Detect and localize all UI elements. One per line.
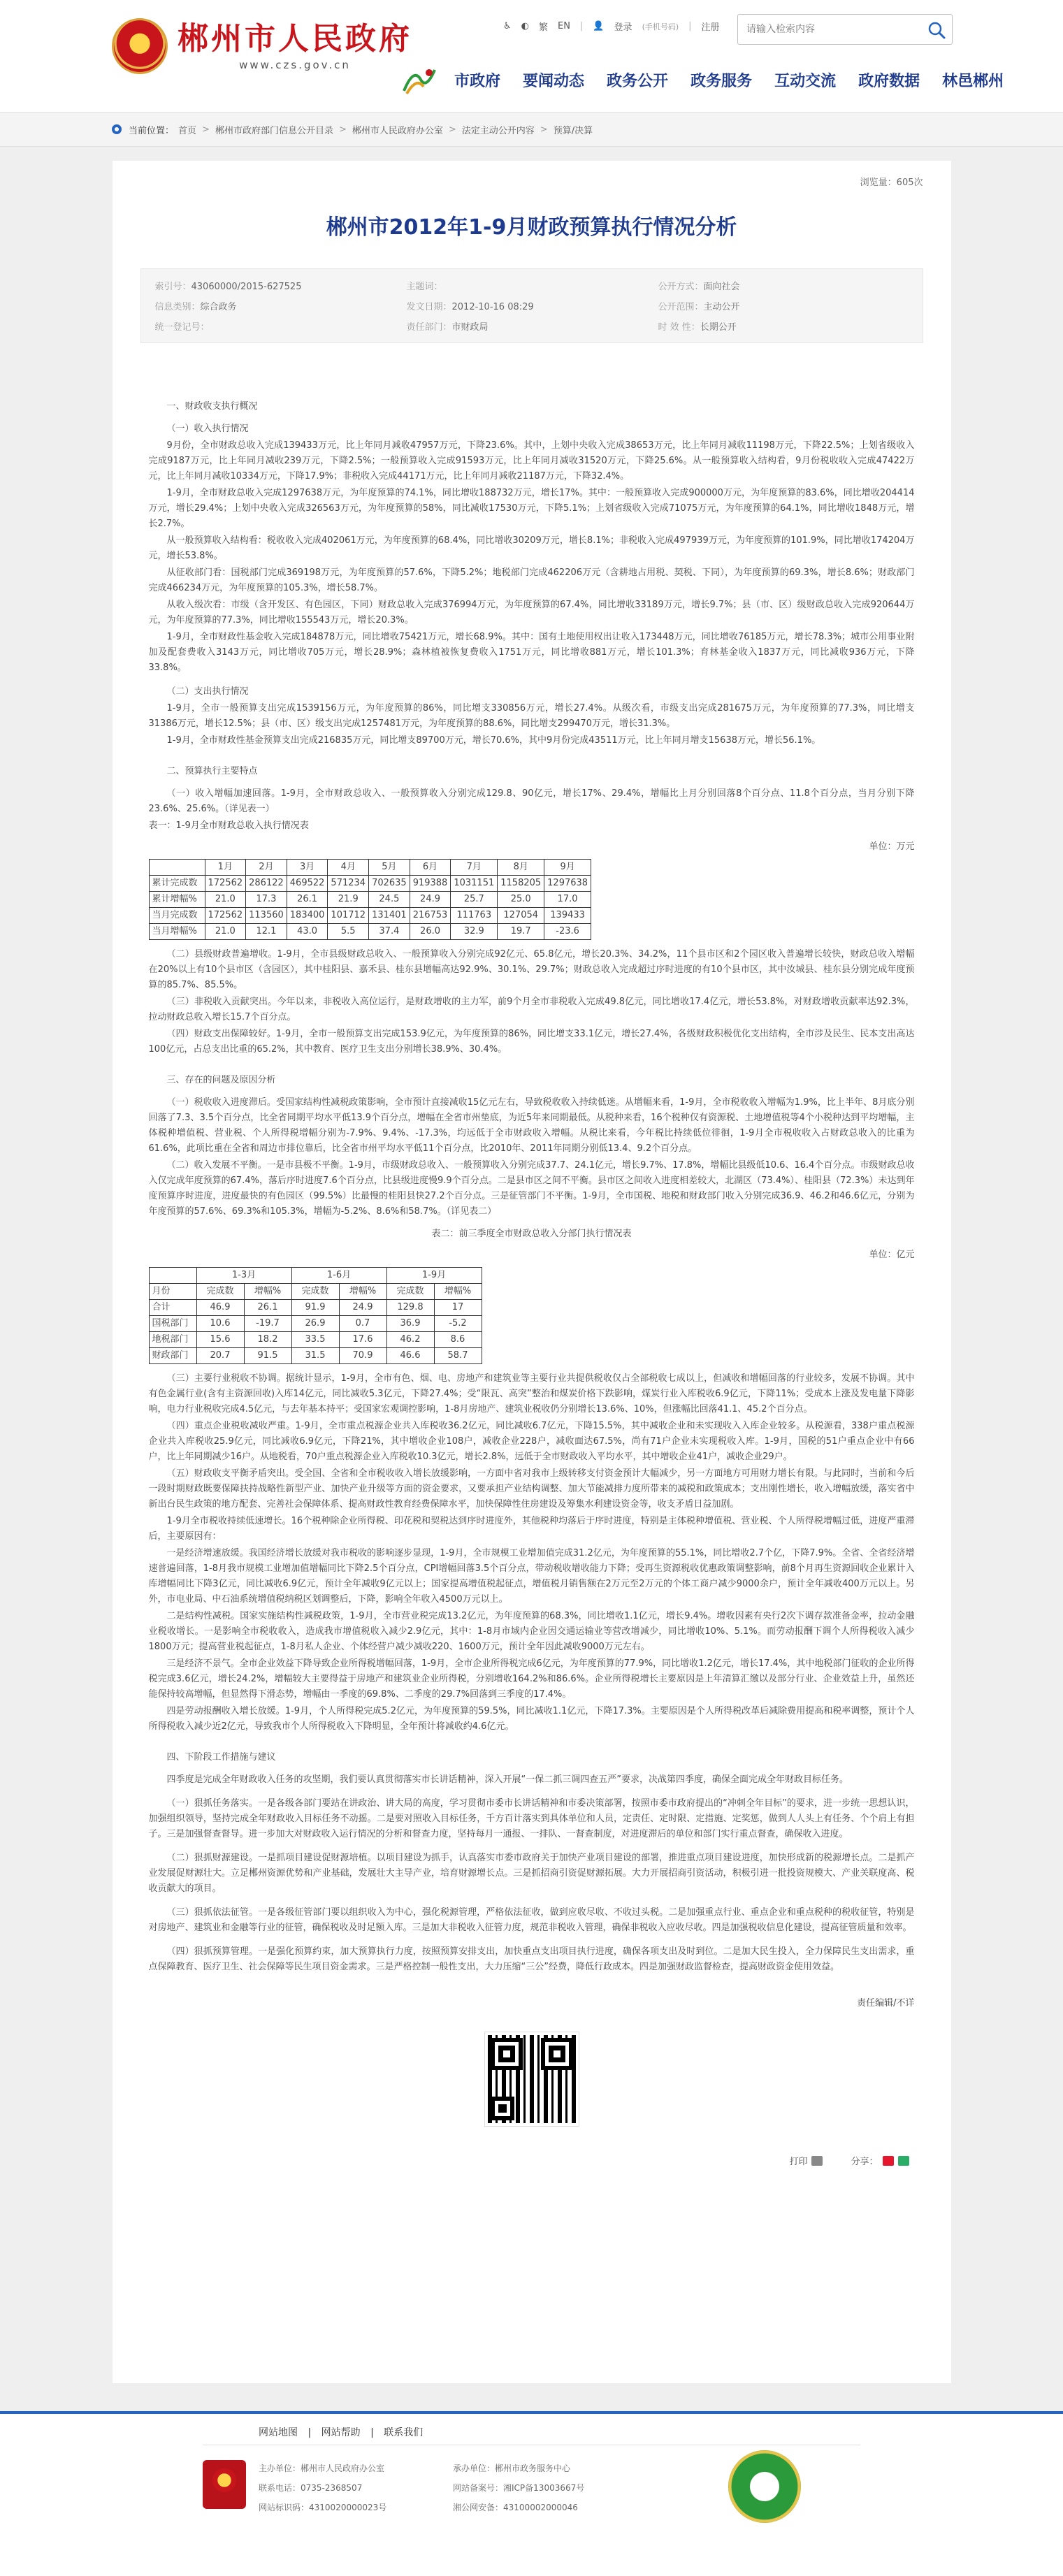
paragraph: （三）非税收入贡献突出。今年以来，非税收入高位运行，是财政增收的主力军，前9个月全市非税收入完成49.8亿元，同比增收17.4亿元，增长53.8%，对财政增收贡献率达92.3%，拉动财政总收入增长15.7个百分点。 (148, 997, 915, 1022)
sub-heading: （二）支出执行情况 (166, 686, 249, 697)
party-government-badge-icon[interactable] (203, 2460, 246, 2509)
icp-number[interactable]: 湘ICP备13003667号 (503, 2483, 585, 2493)
undertake-unit: 郴州市政务服务中心 (495, 2463, 571, 2473)
nav-item-city-government[interactable]: 市政府 (454, 72, 501, 90)
government-website-seal-icon[interactable] (728, 2450, 801, 2523)
search-box (737, 14, 953, 45)
paragraph: 1-9月，全市财政总收入完成1297638万元，为年度预算的74.1%，同比增收188732万元，增长17%。其中：一般预算收入完成900000万元，为年度预算的83.6%，同比增收204414万元，增长29.4%；上划中央收入完成326563万元，为年度预算的58%，同比减收17530万元，下降5.1%；上划省级收入完成71075万元，为年度预算的64.1%，同比增收1848万元，增长2.7%。 (148, 488, 915, 529)
department-table (149, 1267, 482, 1364)
help-link[interactable]: 网站帮助 (321, 2427, 361, 2438)
table-row: 累计增幅% 21.0 17.3 26.1 21.9 24.5 24.9 25.7 25.0 17.0 (149, 892, 591, 908)
section-heading: 三、存在的问题及原因分析 (166, 1075, 276, 1085)
city-logo-icon (400, 63, 439, 96)
paragraph: （四）财政支出保障较好。1-9月，全市一般预算支出完成153.9亿元，为年度预算的86%，同比增支33.1亿元，增长27.4%，各级财政积极优化支出结构，全市涉及民生、民本支出高达100亿元，占总支出比重的65.2%，其中教育、医疗卫生支出分别增长38.9%、30.4%。 (148, 1029, 915, 1055)
breadcrumb-label: 当前位置： (129, 125, 175, 136)
site-title: 郴州市人民政府 (178, 21, 412, 57)
paragraph: 1-9月，全市一般预算支出完成1539156万元，为年度预算的86%，同比增支330856万元，增长27.4%。从级次看，市级支出完成281675万元，为年度预算的77.3%，同比增支31386万元，增长12.5%；县（市、区）级支出完成1257481万元，为年度预算的88.6%，同比增支299470万元，增长31.3%。 (148, 703, 915, 729)
share-label: 分享： (851, 2157, 878, 2167)
revenue-table (149, 859, 592, 940)
paragraph: （二）收入发展不平衡。一是市县极不平衡。1-9月，市级财政总收入、一般预算收入分别完成37.7、24.1亿元，增长9.7%、17.8%，增幅比县级低10.6、16.4个百分点。市级财政总收入仅完成年度预算的67.4%，落后序时进度7.6个百分点，比县级进度慢9.9个百分点。二是县市区之间不平衡。县市区之间收入进度相差较大，北湖区（73.4%）、桂阳县（72.3%）未达到年度预算序时进度，进度最快的有色园区（99.5%）比最慢的桂阳县快27.2个百分点。三是征管部门不平衡。1-9月，全市国税、地税和财政部门收入分别完成36.9、46.2和46.6亿元，分别为年度预算的57.6%、69.3%和105.3%，增幅为-5.2%、8.6%和58.7%。（详见表二） (148, 1160, 915, 1217)
paragraph: （五）财政收支平衡矛盾突出。受全国、全省和全市税收收入增长放缓影响，一方面中省对我市上级转移支付资金预计大幅减少，另一方面地方可用财力增长有限。与此同时，当前和今后一段时期财政既要保障扶持战略性新型产业、加快产业升级等方面的资金要求，又要承担产业结构调整、加大节能减排力度所带来的减税和政策成本；支出刚性增长，收入增幅放缓，落实省中新出台民生政策的地方配套、完善社会保障体系、提高财政性教育经费保障水平，加快保障性住房建设及筹集水利建设资金等，收支矛盾日益加剧。 (148, 1468, 915, 1510)
weibo-icon[interactable] (883, 2156, 894, 2166)
table-row: 财政部门 20.7 91.5 31.5 70.9 46.6 58.7 (149, 1348, 482, 1364)
paragraph: 从征收部门看：国税部门完成369198万元，为年度预算的57.6%，下降5.2%；地税部门完成462206万元（含耕地占用税、契税、下同），为年度预算的69.3%，增长8.6%；财政部门完成466234万元，为年度预算的105.3%，增长58.7%。 (148, 567, 915, 593)
breadcrumb-budget[interactable]: 预算/决算 (553, 125, 593, 136)
accessibility-icon[interactable]: ♿ (503, 21, 512, 31)
table-header-row: 1月 2月 3月 4月 5月 6月 7月 8月 9月 (149, 860, 591, 876)
print-label: 打印 (789, 2157, 808, 2167)
nav-item-data[interactable]: 政府数据 (858, 72, 920, 90)
nav-item-interaction[interactable]: 互动交流 (774, 72, 837, 90)
search-input[interactable] (738, 15, 913, 44)
table-caption: 表二：前三季度全市财政总收入分部门执行情况表 (431, 1229, 632, 1239)
table-row: 当月完成数 172562 113560 183400 101712 131401 216753 111763 127054 139433 (149, 908, 591, 924)
article-meta: 索引号：43060000/2015-627525 主题词： 公开方式：面向社会 信息类别：综合政务 发文日期：2012-10-16 08:29 公开范围：主动公开 统一登记号： 责任部门：市财政局 时 效 性：长期公开 (140, 268, 923, 343)
section-heading: 二、预算执行主要特点 (166, 766, 258, 776)
table-unit: 单位：亿元 (869, 1250, 915, 1260)
paragraph: 1-9月，全市财政性基金收入完成184878万元，同比增收75421万元，增长68.9%。其中：国有土地使用权出让收入173448万元，同比增收76185万元，增长78.3%；城市公用事业附加及配套费收入3143万元，同比增收705万元，增长28.9%；森林植被恢复费收入1751万元，同比增收881万元，增长101.3%；育林基金收入1837万元，同比减收936万元，下降33.8%。 (148, 632, 915, 673)
footer-info-left: 主办单位：郴州市人民政府办公室 联系电话：0735-2368507 网站标识码：4310020000023号 (259, 2463, 387, 2512)
breadcrumb-home[interactable]: 首页 (178, 125, 197, 136)
location-pin-icon (112, 124, 122, 134)
footer-links: 网站地图 | 网站帮助 | 联系我们 (259, 2427, 424, 2438)
paragraph: 从收入级次看：市级（含开发区、有色园区，下同）财政总收入完成376994万元，为年度预算的67.4%，同比增收33189万元，增长9.7%；县（市、区）级财政总收入完成920644万元，为年度预算的77.3%，同比增收155543万元，增长20.3%。 (148, 600, 915, 625)
publish-date: 2012-10-16 08:29 (451, 302, 534, 312)
print-button[interactable] (789, 2154, 823, 2167)
search-icon[interactable] (927, 20, 946, 40)
table-row: 地税部门 15.6 18.2 33.5 17.6 46.2 8.6 (149, 1332, 482, 1348)
breadcrumb-statutory[interactable]: 法定主动公开内容 (461, 125, 535, 136)
table-unit: 单位：万元 (869, 841, 915, 852)
table-row: 国税部门 10.6 -19.7 26.9 0.7 36.9 -5.2 (149, 1316, 482, 1332)
paragraph: （一）税收收入进度滞后。受国家结构性减税政策影响，全市预计直接减收15亿元左右，导致税收收入持续低迷。从增幅来看，1-9月，全市税收收入增幅为1.9%，比上半年、8月底分别回落了7.3、3.5个百分点，比全省同期平均水平低13.9个百分点，增幅在全省市州垫底，为近5年来同期最低。从税种来看，16个税种仅有资源税、土地增值税等4个小税种达到平均增幅，主体税种增值税、营业税、个人所得税增幅分别为-7.9%、9.4%、-17.3%，均远低于全市财政收入增幅。从税比来看，今年税比持续低位徘徊，1-9月全市税收收入占财政总收入的比重为61.6%，此项比重在全省和周边市排位靠后，比全省市州平均水平低11个百分点，比2010年、2011年同期分别低13.4、9.2个百分点。 (148, 1097, 915, 1154)
site-footer (0, 2411, 1063, 2576)
nav-item-open-government[interactable]: 政务公开 (607, 72, 669, 90)
login-icon[interactable]: 👤 (593, 21, 605, 31)
wechat-icon[interactable] (898, 2156, 909, 2166)
breadcrumb-catalog[interactable]: 郴州市政府部门信息公开目录 (215, 125, 333, 136)
publish-mode: 面向社会 (703, 282, 740, 292)
table-caption: 表一：1-9月全市财政总收入执行情况表 (148, 820, 309, 831)
paragraph: （一）狠抓任务落实。一是各级各部门要站在讲政治、讲大局的高度，学习贯彻市委市长讲话精神和市委决策部署，按照市委市政府提出的“冲刺全年目标”的要求，进一步统一思想认识，加强组织领导，坚持完成全年财政收入目标任务不动摇。二是要对照收入目标任务，千方百计落实到具体单位和人员，定责任、定时限、定措施、定奖惩，做到人人头上有任务、个个肩上有担子。三是加强督查督导。进一步加大对财政收入运行情况的分析和督查力度，坚持每月一通报、一排队、一督查制度，对进度滞后的单位和部门实行重点督查，确保收入进度。 (148, 1798, 915, 1839)
paragraph: 从一般预算收入结构看：税收收入完成402061万元，为年度预算的68.4%，同比增收30209万元，增长8.1%；非税收入完成497939万元，为年度预算的101.9%，同比增收174204万元，增长53.8%。 (148, 535, 915, 561)
language-traditional[interactable]: 繁 (539, 22, 549, 33)
index-number: 43060000/2015-627525 (191, 282, 302, 292)
paragraph: 四季度是完成全年财政收入任务的攻坚期，我们要认真贯彻落实市长讲话精神，深入开展“一保二抓三调四查五严”要求，决战第四季度，确保全面完成全年财政目标任务。 (166, 1774, 848, 1785)
language-english[interactable]: EN (558, 21, 570, 31)
publish-scope: 主动公开 (703, 302, 740, 312)
sub-heading: （一）收入执行情况 (166, 424, 249, 434)
paragraph: （三）狠抓依法征管。一是各级征管部门要以组织收入为中心，强化税源管理，严格依法征收，做到应收尽收、不收过头税。二是加强重点行业、重点企业和重点税种的税收征管，特别是对房地产、建筑业和金融等行业的征管，确保税收及时足额入库。三是加大非税收入征管力度，规范非税收入管理，确保非税收入应收尽收。四是加强税收信息化建设，提高征管质量和效率。 (148, 1907, 915, 1933)
table-row: 合计 46.9 26.1 91.9 24.9 129.8 17 (149, 1300, 482, 1316)
login-link[interactable]: 登录 (614, 22, 632, 33)
nav-item-linyi-chenzhou[interactable]: 林邑郴州 (942, 72, 1004, 90)
main-nav (400, 63, 1026, 96)
paragraph: （四）重点企业税收减收严重。1-9月，全市重点税源企业共入库税收36.2亿元，同比减收6.7亿元，下降15.5%，其中减收企业和未实现收入入库企业较多。从税源看，338户重点税源企业共入库税收25.9亿元，同比减收6.9亿元，下降21%，其中增收企业108户，减收企业228户，减收面达67.5%，尚有71户企业未实现税收入库。1-9月，国税的51户重点企业中有66户，比上年同期减少16户。从地税看，70户重点税源企业入库税收10.3亿元，增长2.8%，远低于全市财政收入平均水平，其中增收企业41户，减收企业29户。 (148, 1421, 915, 1462)
view-count: 浏览量：605次 (860, 178, 923, 188)
info-category: 综合政务 (200, 302, 237, 312)
national-emblem-icon (112, 18, 168, 74)
paragraph: （一）收入增幅加速回落。1-9月，全市财政总收入、一般预算收入分别完成129.8、90亿元，增长17%、29.4%，增幅比上月分别回落8个百分点、11.8个百分点，当月分别下降23.6%、25.6%。（详见表一） (148, 788, 915, 814)
site-url: www.czs.gov.cn (239, 59, 351, 71)
table-row: 累计完成数 172562 286122 469522 571234 702635 919388 1031151 1158205 1297638 (149, 876, 591, 892)
paragraph: 一是经济增速放缓。我国经济增长放缓对我市税收的影响逐步显现，1-9月，全市规模工业增加值完成31.2亿元，为年度预算的55.1%，同比增收2.7个亿，下降7.9%。全省、全省经济增速普遍回落，1-8月我市规模工业增加值增幅同比下降2.5个百分点，CPI增幅回落3.5个百分点，带动税收增收能力下降；受再生资源税收优惠政策调整影响，前8个月再生资源回收企业累计入库增幅同比下降3亿元，同比减收6.9亿元，预计全年减收9亿元以上；国家提高增值税起征点，增值税月销售额在2万元至2万元的个体工商户减少9000余户，预计全年减收400万元以上。另外，市电业局、中石油系统增值税纳税区划调整后，下降，影响全年收入4500万元以上。 (148, 1548, 915, 1605)
nav-item-news[interactable]: 要闻动态 (523, 72, 585, 90)
site-header (0, 0, 1063, 112)
site-id: 4310020000023号 (309, 2503, 387, 2512)
contact-link[interactable]: 联系我们 (384, 2427, 424, 2438)
article-title: 郴州市2012年1-9月财政预算执行情况分析 (326, 215, 737, 240)
validity: 长期公开 (700, 322, 737, 333)
paragraph: （四）狠抓预算管理。一是强化预算约束，加大预算执行力度，按照预算安排支出，加快重点支出项目执行进度，确保各项支出及时到位。二是加大民生投入，全力保障民生支出需求，重点保障教育、医疗卫生、社会保障等民生项目资金需求。三是严格控制一般性支出，大力压缩“三公”经费，降低行政成本。四是加强财政监督检查，提高财政资金使用效益。 (148, 1946, 915, 1972)
responsible-editor: 责任编辑/不详 (857, 1998, 915, 2009)
site-logo[interactable] (112, 18, 412, 74)
paragraph: 二是结构性减税。国家实施结构性减税政策，1-9月，全市营业税完成13.2亿元，为年度预算的68.3%，同比增收1.1亿元，增长9.4%。增收因素有央行2次下调存款准备金率，拉动金融业税收增长。一是影响全市税收收入，造成我市增值税收入减少2.9亿元，其中：1-8月市域内企业因交通运输业等营改增减少，同比增收10%、5.1%。而劳动报酬下调个人所得税收入减少1800万元；提高营业税起征点，1-8月私人企业、个体经营户减少减收220、1600万元，预计全年因此减收9000万元左右。 (148, 1611, 915, 1652)
register-link[interactable]: 注册 (701, 22, 720, 33)
top-links: ♿ ◐ 繁 EN | 👤 登录 (手机号码) | 注册 (503, 21, 720, 33)
qr-code-icon (485, 2032, 579, 2126)
paragraph: 四是劳动报酬收入增长放缓。1-9月，个人所得税完成5.2亿元，为年度预算的59.5%，同比减收1.1亿元，下降17.3%。主要原因是个人所得税改革后减除费用提高和税率调整，预计个人所得税收入减少近2亿元，导致我市个人所得税收入下降明显，全年预计将减收约4.6亿元。 (148, 1706, 915, 1732)
article-container (113, 161, 951, 2383)
table-row: 月份 完成数 增幅% 完成数 增幅% 完成数 增幅% (149, 1284, 482, 1300)
sitemap-link[interactable]: 网站地图 (259, 2427, 298, 2438)
section-heading: 四、下阶段工作措施与建议 (166, 1752, 276, 1763)
paragraph: （二）县级财政普遍增收。1-9月，全市县级财政总收入、一般预算收入分别完成92亿元、65.8亿元，增长20.3%、34.2%，11个县市区和2个园区收入普遍增长较快，财政总收入增幅在20%以上有10个县市区（含园区），其中桂阳县、嘉禾县、桂东县增幅高达92.9%、30.1%、29.7%；财政总收入完成超过序时进度的有10个县市区，其中汝城县、桂东县分别完成年度预算的85.7%、85.5%。 (148, 949, 915, 990)
nav-item-services[interactable]: 政务服务 (690, 72, 753, 90)
paragraph: 9月份，全市财政总收入完成139433万元，比上年同月减收47957万元，下降23.6%。其中，上划中央收入完成38653万元，比上年同月减收11198万元，下降22.5%；上划省级收入完成9187万元，比上年同月减收239万元，下降2.5%；一般预算收入完成91593万元，比上年同月减收31520万元，下降25.6%。从一般预算收入结构看，9月份税收收入完成47422万元，比上年同月减收10334万元，下降17.9%；非税收入完成44171万元，比上年同月减收21187万元，下降32.4%。 (148, 440, 915, 482)
responsible-dept: 市财政局 (451, 322, 489, 333)
paragraph: （三）主要行业税收不协调。据统计显示，1-9月，全市有色、烟、电、房地产和建筑业等主要行业共提供税收仅占全部税收七成以上，但减收和增幅回落的行业较多，发展不协调。其中有色金属行业(含有主资源回收)入库14亿元，同比减收5.3亿元，下降27.4%；受“限瓦、高突”整治和煤炭价格下跌影响，煤炭行业入库税收6.9亿元，下降11%；受成本上涨及发电量下降影响，电力行业税收完成4.5亿元，与去年基本持平；受国家宏观调控影响，1-8月房地产、建筑业税收仍分别增长13.6%、10%，但涨幅比回落41.1、45.2个百分点。 (148, 1373, 915, 1414)
host-unit: 郴州市人民政府办公室 (301, 2463, 385, 2473)
elder-mode-icon[interactable]: ◐ (521, 21, 529, 31)
contact-phone: 0735-2368507 (301, 2483, 363, 2493)
printer-icon (811, 2156, 823, 2166)
breadcrumb: 当前位置： 首页 > 郴州市政府部门信息公开目录 > 郴州市人民政府办公室 > 法定主动公开内容 > 预算/决算 (0, 112, 1063, 147)
paragraph: 1-9月，全市财政性基金预算支出完成216835万元，同比增支89700万元，增长70.6%，其中9月份完成43511万元，比上年同月增支15638万元，增长56.1%。 (166, 735, 821, 746)
login-hint: (手机号码) (642, 22, 679, 31)
share-bar (140, 2154, 923, 2167)
paragraph: （二）狠抓财源建设。一是抓项目建设促财源培植。以项目建设为抓手，认真落实市委市政府关于加快产业项目建设的部署，推进重点项目建设进度，加快形成新的税源增长点。二是抓产业发展促财源壮大。立足郴州资源优势和产业基础，发展壮大主导产业，培育财源增长点。三是抓招商引资促财源拓展。大力开展招商引资活动，积极引进一批投资规模大、产业关联度高、税收贡献大的项目。 (148, 1853, 915, 1894)
section-heading: 一、财政收支执行概况 (166, 401, 258, 412)
article-body (140, 399, 923, 2011)
paragraph: 1-9月全市税收持续低速增长。16个税种除企业所得税、印花税和契税达到序时进度外，其他税种均落后于序时进度，特别是主体税种增值税、营业税、个人所得税增幅过低，进度严重滞后，主要原因有： (148, 1516, 915, 1542)
table-header-row: 1-3月 1-6月 1-9月 (149, 1268, 482, 1284)
paragraph: 三是经济不景气。全市企业效益下降导致企业所得税增幅回落，1-9月，全市企业所得税完成6亿元，为年度预算的77.9%，同比增收1.2亿元，增长17.4%，其中地税部门征收的企业所得税完成3.6亿元，增长24.2%，增幅较大主要得益于房地产和建筑业企业所得税，分别增收164.2%和86.6%。企业所得税增长主要原因是上年清算汇缴以及部分行业、企业效益上升，虽然还能保持较高增幅，但显然得下滑态势，增幅由一季度的69.8%、二季度的29.7%回落到三季度的17.4%。 (148, 1658, 915, 1700)
police-record[interactable]: 43100002000046 (503, 2503, 578, 2512)
breadcrumb-office[interactable]: 郴州市人民政府办公室 (352, 125, 443, 136)
table-row: 当月增幅% 21.0 12.1 43.0 5.5 37.4 26.0 32.9 19.7 -23.6 (149, 924, 591, 940)
footer-info-right: 承办单位：郴州市政务服务中心 网站备案号：湘ICP备13003667号 湘公网安备：43100002000046 (453, 2463, 585, 2512)
